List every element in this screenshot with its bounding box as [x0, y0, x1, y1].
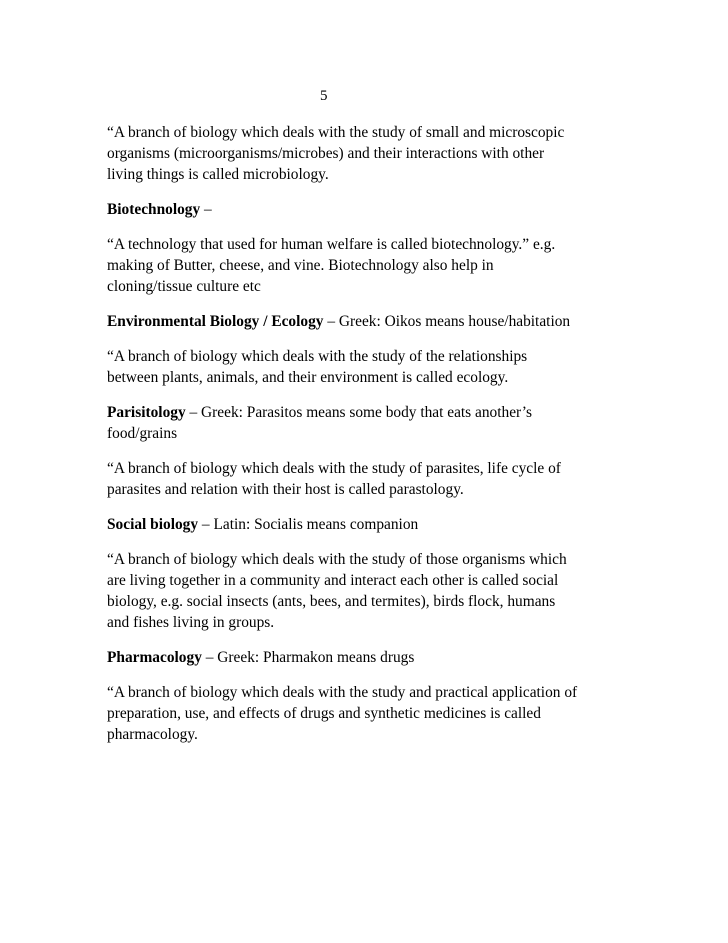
term-label: Pharmacology [107, 649, 202, 666]
text-line: “A branch of biology which deals with the study of the relationships [107, 348, 528, 365]
text-line: and fishes living in groups. [107, 614, 275, 631]
text-line: “A branch of biology which deals with the study of those organisms which [107, 551, 567, 568]
parasitology-heading [107, 402, 627, 444]
term-label: Environmental Biology / Ecology [107, 313, 324, 330]
ecology-heading [107, 311, 627, 332]
term-description: – Greek: Parasitos means some body that eats another’s [185, 404, 533, 421]
page-number: 5 [320, 88, 328, 104]
document-body [107, 122, 627, 745]
text-line: are living together in a community and interact each other is called social [107, 572, 559, 589]
term-label: Social biology [107, 516, 199, 533]
text-line: cloning/tissue culture etc [107, 278, 261, 295]
text-line: parasites and relation with their host is called parastology. [107, 481, 464, 498]
term-label: Parisitology [107, 404, 186, 421]
text-line: “A branch of biology which deals with the study of parasites, life cycle of [107, 460, 561, 477]
text-line: organisms (microorganisms/microbes) and their interactions with other [107, 145, 545, 162]
pharmacology-definition [107, 682, 627, 745]
text-line: “A branch of biology which deals with the study and practical application of [107, 684, 578, 701]
term-description-continued: food/grains [107, 425, 178, 442]
term-description: – [200, 201, 212, 218]
microbiology-definition [107, 122, 627, 185]
parasitology-definition [107, 458, 627, 500]
text-line: biology, e.g. social insects (ants, bees, and termites), birds flock, humans [107, 593, 556, 610]
text-line: between plants, animals, and their environment is called ecology. [107, 369, 509, 386]
biotechnology-definition [107, 234, 627, 297]
ecology-definition [107, 346, 627, 388]
term-label: Biotechnology [107, 201, 201, 218]
social-biology-heading [107, 514, 627, 535]
term-description: – Latin: Socialis means companion [198, 516, 419, 533]
term-description: – Greek: Pharmakon means drugs [201, 649, 415, 666]
text-line: making of Butter, cheese, and vine. Biotechnology also help in [107, 257, 494, 274]
text-line: pharmacology. [107, 726, 198, 743]
biotechnology-heading [107, 199, 627, 220]
text-line: living things is called microbiology. [107, 166, 329, 183]
term-description: – Greek: Oikos means house/habitation [323, 313, 571, 330]
pharmacology-heading [107, 647, 627, 668]
social-biology-definition [107, 549, 627, 633]
text-line: preparation, use, and effects of drugs and synthetic medicines is called [107, 705, 541, 722]
text-line: “A branch of biology which deals with the study of small and microscopic [107, 124, 565, 141]
text-line: “A technology that used for human welfare is called biotechnology.” e.g. [107, 236, 556, 253]
